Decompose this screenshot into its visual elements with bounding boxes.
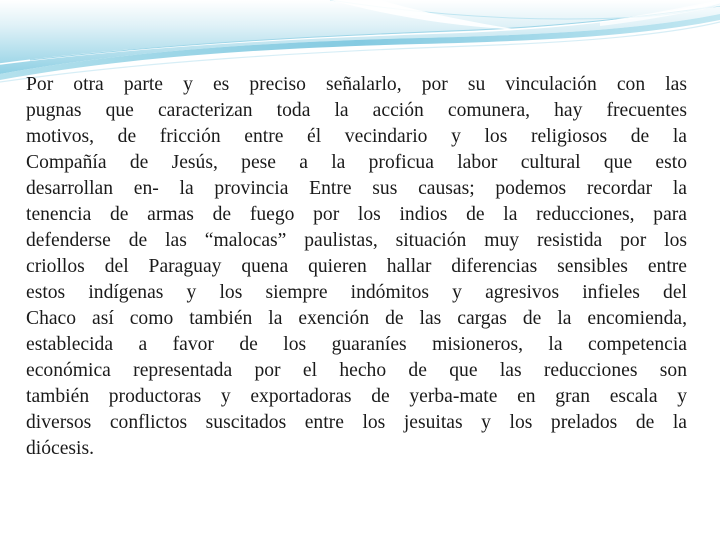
text-line: Compañía de Jesús, pese a la proficua labor cultural que esto [26,152,687,173]
text-line: pugnas que caracterizan toda la acción comunera, hay frecuentes [26,100,687,121]
text-line: defenderse de las “malocas” paulistas, situación muy resistida por los [26,230,687,251]
text-line: tenencia de armas de fuego por los indios de la reducciones, para [26,204,687,225]
text-line: establecida a favor de los guaraníes misioneros, la competencia [26,334,687,355]
text-line: económica representada por el hecho de que las reducciones son [26,360,687,381]
text-line: motivos, de fricción entre él vecindario y los religiosos de la [26,126,687,147]
text-line: desarrollan en- la provincia Entre sus causas; podemos recordar la [26,178,687,199]
text-line: estos indígenas y los siempre indómitos y agresivos infieles del [26,282,687,303]
text-line: diversos conflictos suscitados entre los jesuitas y los prelados de la [26,412,687,433]
body-paragraph [26,72,687,462]
text-line: criollos del Paraguay quena quieren hallar diferencias sensibles entre [26,256,687,277]
text-line: Chaco así como también la exención de las cargas de la encomienda, [26,308,687,329]
text-line: también productoras y exportadoras de yerba-mate en gran escala y [26,386,687,407]
text-line: Por otra parte y es preciso señalarlo, por su vinculación con las [26,74,687,95]
text-line: diócesis. [26,438,95,459]
